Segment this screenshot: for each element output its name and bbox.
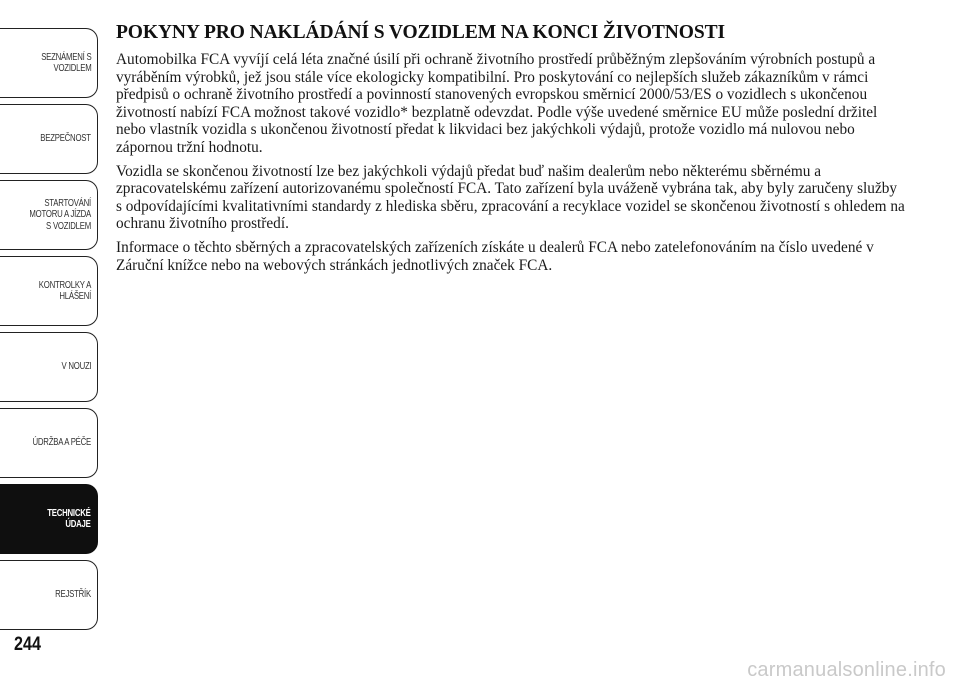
tab-label: TECHNICKÉ ÚDAJE	[47, 507, 91, 530]
tab-label: V NOUZI	[60, 361, 91, 373]
tab-label: ÚDRŽBA A PÉČE	[32, 437, 91, 449]
paragraph-1: Automobilka FCA vyvíjí celá léta značné úsilí při ochraně životního prostředí průběžným zlepšováním výrobních postupů a vyráběním výrobků, jež jsou stále více ekologicky kompatibilní. Pro poskytování co nejlepších služeb zákazníkům v rámci předpisů o ochraně životního prostředí a povinností stanovených evropskou směrnicí 2000/53/ES o vozidlech s ukončenou životností nabízí FCA možnost takové vozidlo* bezplatně odevzdat. Podle výše uvedené směrnice EU může poslední držitel nebo vlastník vozidla s ukončenou životností předat k likvidaci bez jakýchkoli výdajů, protože vozidlo má nulovou nebo zápornou tržní hodnotu.	[116, 51, 878, 156]
page-number: 244	[14, 634, 41, 655]
tab-bezpecnost[interactable]	[0, 104, 98, 174]
tab-kontrolky-a-hlaseni[interactable]	[0, 256, 98, 326]
tab-startovani-motoru[interactable]	[0, 180, 98, 250]
watermark: carmanualsonline.info	[747, 659, 946, 681]
tab-rejstrik[interactable]	[0, 560, 98, 630]
tab-technicke-udaje[interactable]	[0, 484, 98, 554]
tab-label: SEZNÁMENÍ S VOZIDLEM	[40, 51, 91, 74]
tab-seznameni-s-vozidlem[interactable]	[0, 28, 98, 98]
tab-label: REJSTŘÍK	[55, 589, 91, 601]
section-heading: POKYNY PRO NAKLÁDÁNÍ S VOZIDLEM NA KONCI ŽIVOTNOSTI	[116, 22, 725, 43]
paragraph-3: Informace o těchto sběrných a zpracovatelských zařízeních získáte u dealerů FCA nebo zatelefonováním na číslo uvedené v Záruční knížce nebo na webových stránkách jednotlivých značek FCA.	[116, 238, 874, 274]
page-content	[116, 22, 906, 280]
tab-label: STARTOVÁNÍ MOTORU A JÍZDA S VOZIDLEM	[29, 197, 91, 232]
tab-label: BEZPEČNOST	[40, 133, 91, 145]
tab-label: KONTROLKY A HLÁŠENÍ	[38, 279, 91, 302]
tab-v-nouzi[interactable]	[0, 332, 98, 402]
paragraph-2: Vozidla se skončenou životností lze bez jakýchkoli výdajů předat buď našim dealerům nebo některému sběrnému a zpracovatelskému zařízení autorizovanému společností FCA. Tato zařízení byla uváženě vybrána tak, aby byly zaručeny služby s odpovídajícími kvalitativními standardy z hlediska sběru, zpracování a recyklace vozidel se skončenou životností s ohledem na ochranu životního prostředí.	[116, 162, 905, 233]
tab-udrzba-a-pece[interactable]	[0, 408, 98, 478]
